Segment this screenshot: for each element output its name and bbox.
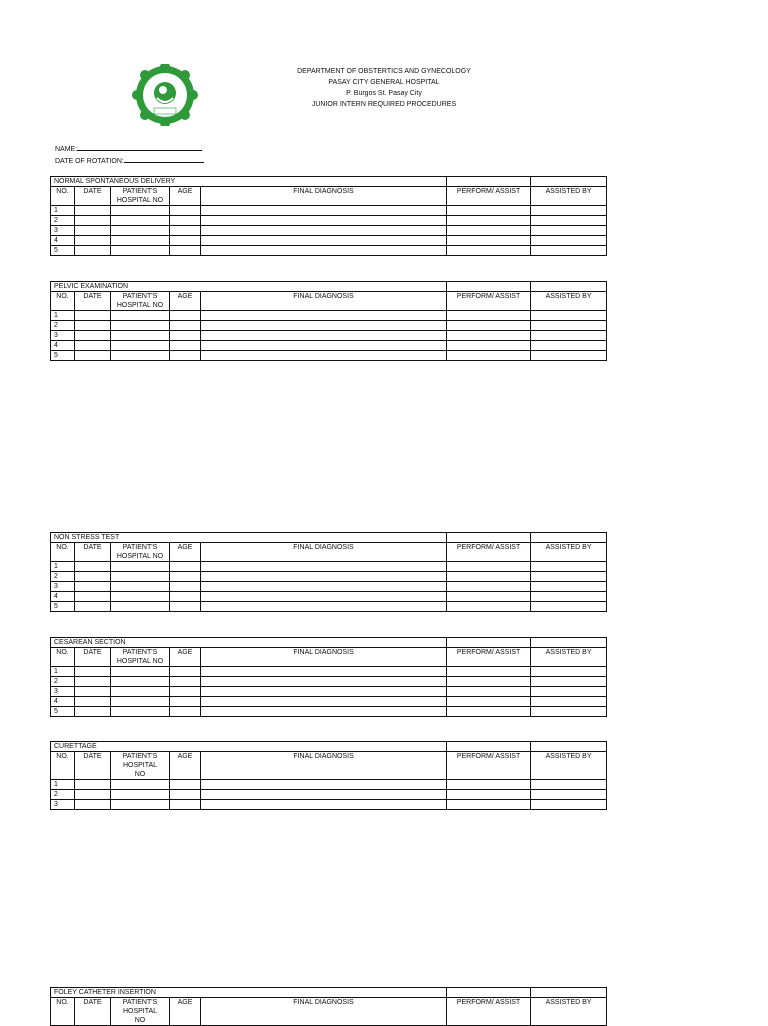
header-address: P. Burgos St. Pasay City bbox=[346, 90, 422, 97]
date-cell[interactable] bbox=[75, 677, 111, 687]
hospital-no-cell[interactable] bbox=[111, 697, 170, 707]
row-number: 3 bbox=[51, 582, 75, 592]
patient-header-line: HOSPITAL NO bbox=[116, 658, 164, 665]
final-diagnosis-cell[interactable] bbox=[201, 572, 447, 582]
table-row bbox=[51, 331, 607, 341]
patient-header-line: PATIENT'S bbox=[122, 649, 158, 656]
perform-assist-cell[interactable] bbox=[447, 790, 531, 800]
final-diagnosis-cell[interactable] bbox=[201, 562, 447, 572]
assisted-by-cell[interactable] bbox=[531, 311, 607, 321]
hospital-no-cell[interactable] bbox=[111, 351, 170, 361]
document-header bbox=[284, 66, 484, 110]
col-header-perform-assist: PERFORM/ ASSIST bbox=[447, 648, 531, 667]
hospital-no-cell[interactable] bbox=[111, 236, 170, 246]
assisted-by-cell[interactable] bbox=[531, 707, 607, 717]
final-diagnosis-cell[interactable] bbox=[201, 697, 447, 707]
section-title: PELVIC EXAMINATION bbox=[51, 282, 447, 292]
col-header-age: AGE bbox=[170, 998, 201, 1026]
col-header-no: NO. bbox=[51, 648, 75, 667]
perform-assist-cell[interactable] bbox=[447, 697, 531, 707]
hospital-no-cell[interactable] bbox=[111, 687, 170, 697]
final-diagnosis-cell[interactable] bbox=[201, 790, 447, 800]
assisted-by-cell[interactable] bbox=[531, 800, 607, 810]
assisted-by-cell[interactable] bbox=[531, 667, 607, 677]
col-header-perform-assist: PERFORM/ ASSIST bbox=[447, 543, 531, 562]
hospital-no-cell[interactable] bbox=[111, 582, 170, 592]
hospital-no-cell[interactable] bbox=[111, 677, 170, 687]
col-header-patient-hospital-no bbox=[111, 187, 170, 206]
hospital-no-cell[interactable] bbox=[111, 790, 170, 800]
title-spacer-cell bbox=[447, 988, 531, 998]
col-header-date: DATE bbox=[75, 187, 111, 206]
age-cell[interactable] bbox=[170, 572, 201, 582]
col-header-patient-hospital-no bbox=[111, 543, 170, 562]
col-header-final-diagnosis: FINAL DIAGNOSIS bbox=[201, 543, 447, 562]
final-diagnosis-cell[interactable] bbox=[201, 216, 447, 226]
table-row bbox=[51, 351, 607, 361]
row-number: 1 bbox=[51, 311, 75, 321]
final-diagnosis-cell[interactable] bbox=[201, 311, 447, 321]
table-row bbox=[51, 582, 607, 592]
section-title: FOLEY CATHETER INSERTION bbox=[51, 988, 447, 998]
hospital-no-cell[interactable] bbox=[111, 780, 170, 790]
col-header-patient-hospital-no bbox=[111, 292, 170, 311]
assisted-by-cell[interactable] bbox=[531, 341, 607, 351]
table-row bbox=[51, 687, 607, 697]
title-spacer-cell bbox=[447, 742, 531, 752]
col-header-no: NO. bbox=[51, 543, 75, 562]
row-number: 1 bbox=[51, 562, 75, 572]
table-row bbox=[51, 562, 607, 572]
date-cell[interactable] bbox=[75, 572, 111, 582]
section-normal-spontaneous-delivery bbox=[50, 176, 607, 256]
perform-assist-cell[interactable] bbox=[447, 582, 531, 592]
age-cell[interactable] bbox=[170, 341, 201, 351]
patient-header-line: PATIENT'S bbox=[122, 753, 158, 760]
age-cell[interactable] bbox=[170, 687, 201, 697]
title-spacer-cell bbox=[531, 177, 607, 187]
age-cell[interactable] bbox=[170, 311, 201, 321]
col-header-no: NO. bbox=[51, 752, 75, 780]
col-header-final-diagnosis: FINAL DIAGNOSIS bbox=[201, 292, 447, 311]
table-row bbox=[51, 572, 607, 582]
col-header-age: AGE bbox=[170, 187, 201, 206]
final-diagnosis-cell[interactable] bbox=[201, 582, 447, 592]
row-number: 4 bbox=[51, 697, 75, 707]
hospital-no-cell[interactable] bbox=[111, 592, 170, 602]
hospital-no-cell[interactable] bbox=[111, 341, 170, 351]
col-header-perform-assist: PERFORM/ ASSIST bbox=[447, 292, 531, 311]
final-diagnosis-cell[interactable] bbox=[201, 351, 447, 361]
date-cell[interactable] bbox=[75, 562, 111, 572]
final-diagnosis-cell[interactable] bbox=[201, 341, 447, 351]
assisted-by-cell[interactable] bbox=[531, 236, 607, 246]
perform-assist-cell[interactable] bbox=[447, 246, 531, 256]
final-diagnosis-cell[interactable] bbox=[201, 602, 447, 612]
col-header-perform-assist: PERFORM/ ASSIST bbox=[447, 998, 531, 1026]
intern-fields bbox=[55, 143, 204, 167]
age-cell[interactable] bbox=[170, 697, 201, 707]
section-curettage bbox=[50, 741, 607, 810]
final-diagnosis-cell[interactable] bbox=[201, 707, 447, 717]
hospital-no-cell[interactable] bbox=[111, 707, 170, 717]
section-pelvic-examination bbox=[50, 281, 607, 361]
patient-header-line: PATIENT'S bbox=[122, 188, 158, 195]
patient-header-line: PATIENT'S bbox=[122, 999, 158, 1006]
perform-assist-cell[interactable] bbox=[447, 602, 531, 612]
table-row bbox=[51, 206, 607, 216]
table-row bbox=[51, 790, 607, 800]
row-number: 3 bbox=[51, 800, 75, 810]
perform-assist-cell[interactable] bbox=[447, 687, 531, 697]
age-cell[interactable] bbox=[170, 562, 201, 572]
hospital-no-cell[interactable] bbox=[111, 331, 170, 341]
date-cell[interactable] bbox=[75, 331, 111, 341]
date-cell[interactable] bbox=[75, 341, 111, 351]
table-row bbox=[51, 216, 607, 226]
hospital-no-cell[interactable] bbox=[111, 667, 170, 677]
col-header-no: NO. bbox=[51, 292, 75, 311]
section-title: CURETTAGE bbox=[51, 742, 447, 752]
final-diagnosis-cell[interactable] bbox=[201, 800, 447, 810]
row-number: 4 bbox=[51, 236, 75, 246]
date-cell[interactable] bbox=[75, 216, 111, 226]
perform-assist-cell[interactable] bbox=[447, 226, 531, 236]
date-cell[interactable] bbox=[75, 602, 111, 612]
final-diagnosis-cell[interactable] bbox=[201, 226, 447, 236]
assisted-by-cell[interactable] bbox=[531, 790, 607, 800]
header-hospital: PASAY CITY GENERAL HOSPITAL bbox=[328, 79, 440, 86]
date-cell[interactable] bbox=[75, 790, 111, 800]
date-cell[interactable] bbox=[75, 780, 111, 790]
perform-assist-cell[interactable] bbox=[447, 236, 531, 246]
title-spacer-cell bbox=[447, 533, 531, 543]
table-row bbox=[51, 236, 607, 246]
col-header-assisted-by: ASSISTED BY bbox=[531, 752, 607, 780]
hospital-no-cell[interactable] bbox=[111, 800, 170, 810]
date-cell[interactable] bbox=[75, 226, 111, 236]
title-spacer-cell bbox=[447, 638, 531, 648]
section-title: CESAREAN SECTION bbox=[51, 638, 447, 648]
assisted-by-cell[interactable] bbox=[531, 321, 607, 331]
final-diagnosis-cell[interactable] bbox=[201, 236, 447, 246]
rotation-field[interactable] bbox=[55, 155, 204, 167]
assisted-by-cell[interactable] bbox=[531, 351, 607, 361]
table-row bbox=[51, 592, 607, 602]
assisted-by-cell[interactable] bbox=[531, 216, 607, 226]
col-header-patient-hospital-no bbox=[111, 998, 170, 1026]
col-header-assisted-by: ASSISTED BY bbox=[531, 648, 607, 667]
table-row bbox=[51, 321, 607, 331]
assisted-by-cell[interactable] bbox=[531, 206, 607, 216]
assisted-by-cell[interactable] bbox=[531, 331, 607, 341]
col-header-date: DATE bbox=[75, 648, 111, 667]
patient-header-line: PATIENT'S bbox=[122, 293, 158, 300]
header-subtitle: JUNIOR INTERN REQUIRED PROCEDURES bbox=[311, 101, 457, 108]
hospital-no-cell[interactable] bbox=[111, 572, 170, 582]
perform-assist-cell[interactable] bbox=[447, 331, 531, 341]
age-cell[interactable] bbox=[170, 226, 201, 236]
assisted-by-cell[interactable] bbox=[531, 780, 607, 790]
col-header-date: DATE bbox=[75, 752, 111, 780]
age-cell[interactable] bbox=[170, 246, 201, 256]
hospital-no-cell[interactable] bbox=[111, 562, 170, 572]
col-header-final-diagnosis: FINAL DIAGNOSIS bbox=[201, 752, 447, 780]
perform-assist-cell[interactable] bbox=[447, 780, 531, 790]
col-header-date: DATE bbox=[75, 292, 111, 311]
col-header-assisted-by: ASSISTED BY bbox=[531, 998, 607, 1026]
rotation-label: DATE OF ROTATION: bbox=[55, 158, 124, 165]
col-header-date: DATE bbox=[75, 543, 111, 562]
table-row bbox=[51, 800, 607, 810]
final-diagnosis-cell[interactable] bbox=[201, 246, 447, 256]
date-cell[interactable] bbox=[75, 592, 111, 602]
assisted-by-cell[interactable] bbox=[531, 582, 607, 592]
assisted-by-cell[interactable] bbox=[531, 572, 607, 582]
perform-assist-cell[interactable] bbox=[447, 206, 531, 216]
perform-assist-cell[interactable] bbox=[447, 572, 531, 582]
date-cell[interactable] bbox=[75, 697, 111, 707]
age-cell[interactable] bbox=[170, 790, 201, 800]
table-row bbox=[51, 246, 607, 256]
col-header-perform-assist: PERFORM/ ASSIST bbox=[447, 752, 531, 780]
section-title: NON STRESS TEST bbox=[51, 533, 447, 543]
col-header-age: AGE bbox=[170, 543, 201, 562]
col-header-patient-hospital-no bbox=[111, 752, 170, 780]
hospital-no-cell[interactable] bbox=[111, 321, 170, 331]
patient-header-line: HOSPITAL bbox=[122, 762, 158, 769]
hospital-no-cell[interactable] bbox=[111, 226, 170, 236]
title-spacer-cell bbox=[531, 988, 607, 998]
perform-assist-cell[interactable] bbox=[447, 707, 531, 717]
assisted-by-cell[interactable] bbox=[531, 677, 607, 687]
hospital-logo bbox=[130, 64, 200, 126]
age-cell[interactable] bbox=[170, 707, 201, 717]
date-cell[interactable] bbox=[75, 236, 111, 246]
row-number: 2 bbox=[51, 321, 75, 331]
date-cell[interactable] bbox=[75, 206, 111, 216]
patient-header-line: HOSPITAL NO bbox=[116, 197, 164, 204]
row-number: 3 bbox=[51, 226, 75, 236]
age-cell[interactable] bbox=[170, 602, 201, 612]
date-cell[interactable] bbox=[75, 800, 111, 810]
perform-assist-cell[interactable] bbox=[447, 800, 531, 810]
assisted-by-cell[interactable] bbox=[531, 562, 607, 572]
age-cell[interactable] bbox=[170, 206, 201, 216]
patient-header-line: HOSPITAL NO bbox=[116, 302, 164, 309]
final-diagnosis-cell[interactable] bbox=[201, 687, 447, 697]
col-header-assisted-by: ASSISTED BY bbox=[531, 187, 607, 206]
assisted-by-cell[interactable] bbox=[531, 226, 607, 236]
title-spacer-cell bbox=[447, 282, 531, 292]
age-cell[interactable] bbox=[170, 592, 201, 602]
col-header-assisted-by: ASSISTED BY bbox=[531, 543, 607, 562]
name-label: NAME: bbox=[55, 146, 78, 153]
row-number: 4 bbox=[51, 592, 75, 602]
age-cell[interactable] bbox=[170, 780, 201, 790]
section-title: NORMAL SPONTANEOUS DELIVERY bbox=[51, 177, 447, 187]
table-row bbox=[51, 780, 607, 790]
hospital-no-cell[interactable] bbox=[111, 216, 170, 226]
age-cell[interactable] bbox=[170, 351, 201, 361]
date-cell[interactable] bbox=[75, 582, 111, 592]
table-row bbox=[51, 677, 607, 687]
patient-header-line: NO bbox=[134, 1017, 146, 1024]
assisted-by-cell[interactable] bbox=[531, 592, 607, 602]
perform-assist-cell[interactable] bbox=[447, 592, 531, 602]
section-foley-catheter-insertion bbox=[50, 987, 607, 1026]
row-number: 5 bbox=[51, 351, 75, 361]
row-number: 3 bbox=[51, 331, 75, 341]
header-department: DEPARTMENT OF OBSTERTICS AND GYNECOLOGY bbox=[297, 68, 471, 75]
assisted-by-cell[interactable] bbox=[531, 602, 607, 612]
col-header-no: NO. bbox=[51, 998, 75, 1026]
assisted-by-cell[interactable] bbox=[531, 697, 607, 707]
col-header-no: NO. bbox=[51, 187, 75, 206]
row-number: 3 bbox=[51, 687, 75, 697]
hospital-no-cell[interactable] bbox=[111, 246, 170, 256]
age-cell[interactable] bbox=[170, 582, 201, 592]
perform-assist-cell[interactable] bbox=[447, 677, 531, 687]
age-cell[interactable] bbox=[170, 236, 201, 246]
col-header-final-diagnosis: FINAL DIAGNOSIS bbox=[201, 187, 447, 206]
perform-assist-cell[interactable] bbox=[447, 311, 531, 321]
perform-assist-cell[interactable] bbox=[447, 216, 531, 226]
row-number: 5 bbox=[51, 246, 75, 256]
age-cell[interactable] bbox=[170, 216, 201, 226]
col-header-patient-hospital-no bbox=[111, 648, 170, 667]
row-number: 5 bbox=[51, 707, 75, 717]
table-row bbox=[51, 707, 607, 717]
col-header-date: DATE bbox=[75, 998, 111, 1026]
final-diagnosis-cell[interactable] bbox=[201, 321, 447, 331]
perform-assist-cell[interactable] bbox=[447, 341, 531, 351]
table-row bbox=[51, 226, 607, 236]
title-spacer-cell bbox=[531, 638, 607, 648]
patient-header-line: PATIENT'S bbox=[122, 544, 158, 551]
patient-header-line: HOSPITAL bbox=[122, 1008, 158, 1015]
perform-assist-cell[interactable] bbox=[447, 562, 531, 572]
table-row bbox=[51, 311, 607, 321]
perform-assist-cell[interactable] bbox=[447, 321, 531, 331]
col-header-final-diagnosis: FINAL DIAGNOSIS bbox=[201, 648, 447, 667]
table-row bbox=[51, 602, 607, 612]
row-number: 1 bbox=[51, 780, 75, 790]
patient-header-line: HOSPITAL NO bbox=[116, 553, 164, 560]
age-cell[interactable] bbox=[170, 667, 201, 677]
row-number: 1 bbox=[51, 667, 75, 677]
age-cell[interactable] bbox=[170, 321, 201, 331]
row-number: 2 bbox=[51, 677, 75, 687]
name-field[interactable] bbox=[55, 143, 204, 155]
age-cell[interactable] bbox=[170, 677, 201, 687]
final-diagnosis-cell[interactable] bbox=[201, 206, 447, 216]
hospital-no-cell[interactable] bbox=[111, 206, 170, 216]
hospital-no-cell[interactable] bbox=[111, 311, 170, 321]
row-number: 2 bbox=[51, 790, 75, 800]
col-header-age: AGE bbox=[170, 752, 201, 780]
final-diagnosis-cell[interactable] bbox=[201, 592, 447, 602]
col-header-perform-assist: PERFORM/ ASSIST bbox=[447, 187, 531, 206]
perform-assist-cell[interactable] bbox=[447, 351, 531, 361]
title-spacer-cell bbox=[531, 742, 607, 752]
age-cell[interactable] bbox=[170, 331, 201, 341]
date-cell[interactable] bbox=[75, 351, 111, 361]
patient-header-line: NO bbox=[134, 771, 146, 778]
date-cell[interactable] bbox=[75, 687, 111, 697]
date-cell[interactable] bbox=[75, 667, 111, 677]
final-diagnosis-cell[interactable] bbox=[201, 667, 447, 677]
title-spacer-cell bbox=[531, 533, 607, 543]
final-diagnosis-cell[interactable] bbox=[201, 780, 447, 790]
age-cell[interactable] bbox=[170, 800, 201, 810]
row-number: 5 bbox=[51, 602, 75, 612]
date-cell[interactable] bbox=[75, 246, 111, 256]
date-cell[interactable] bbox=[75, 311, 111, 321]
col-header-age: AGE bbox=[170, 648, 201, 667]
col-header-assisted-by: ASSISTED BY bbox=[531, 292, 607, 311]
row-number: 4 bbox=[51, 341, 75, 351]
final-diagnosis-cell[interactable] bbox=[201, 677, 447, 687]
date-cell[interactable] bbox=[75, 707, 111, 717]
table-row bbox=[51, 341, 607, 351]
col-header-final-diagnosis: FINAL DIAGNOSIS bbox=[201, 998, 447, 1026]
assisted-by-cell[interactable] bbox=[531, 687, 607, 697]
assisted-by-cell[interactable] bbox=[531, 246, 607, 256]
row-number: 1 bbox=[51, 206, 75, 216]
title-spacer-cell bbox=[531, 282, 607, 292]
row-number: 2 bbox=[51, 216, 75, 226]
col-header-age: AGE bbox=[170, 292, 201, 311]
table-row bbox=[51, 697, 607, 707]
title-spacer-cell bbox=[447, 177, 531, 187]
table-row bbox=[51, 667, 607, 677]
section-cesarean-section bbox=[50, 637, 607, 717]
row-number: 2 bbox=[51, 572, 75, 582]
date-cell[interactable] bbox=[75, 321, 111, 331]
perform-assist-cell[interactable] bbox=[447, 667, 531, 677]
final-diagnosis-cell[interactable] bbox=[201, 331, 447, 341]
section-non-stress-test bbox=[50, 532, 607, 612]
hospital-no-cell[interactable] bbox=[111, 602, 170, 612]
